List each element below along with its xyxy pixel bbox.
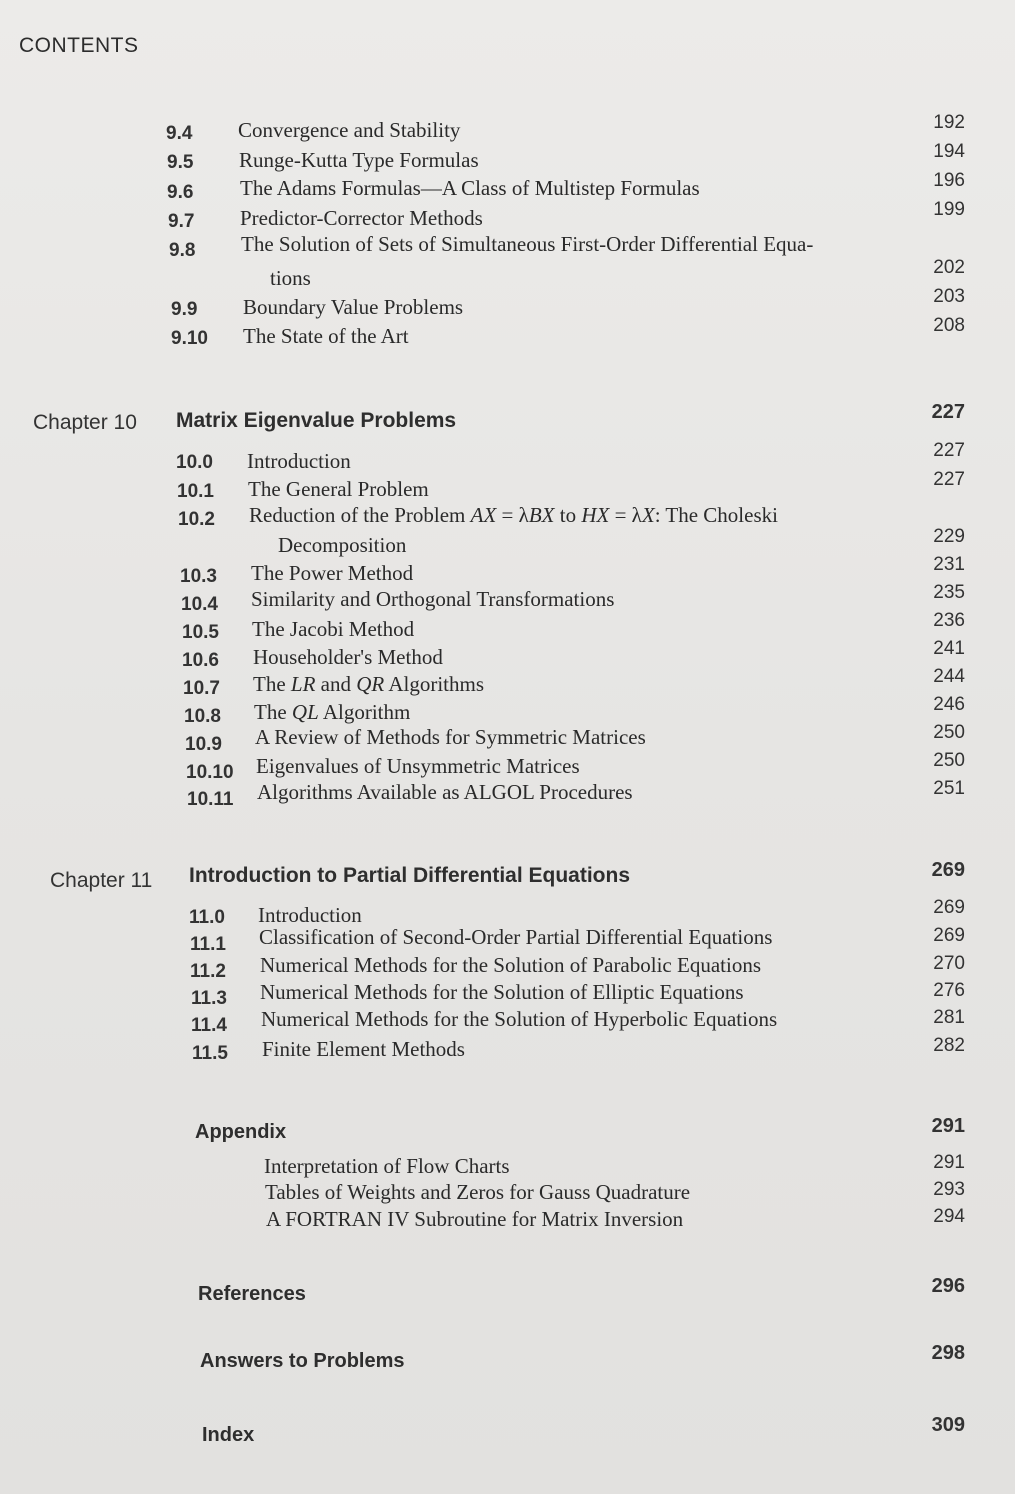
entry-title: A FORTRAN IV Subroutine for Matrix Inversion — [266, 1207, 684, 1231]
entry-number: 10.6 — [182, 650, 219, 671]
entry-page: 208 — [933, 315, 965, 336]
entry-page: 196 — [933, 170, 965, 191]
references-title: References — [198, 1283, 306, 1305]
entry-page: 281 — [933, 1007, 965, 1028]
answers-title: Answers to Problems — [200, 1350, 405, 1372]
entry-page: 269 — [933, 925, 965, 946]
entry-number: 9.4 — [166, 123, 193, 144]
entry-title-continued: tions — [270, 266, 311, 290]
entry-title: Numerical Methods for the Solution of Elliptic Equations — [260, 980, 744, 1004]
entry-title: Introduction — [247, 449, 351, 473]
entry-number: 10.1 — [177, 481, 214, 502]
index-page: 309 — [931, 1414, 965, 1436]
chapter-label: Chapter 10 — [33, 411, 137, 434]
entry-title: Introduction — [258, 903, 362, 927]
entry-title: Similarity and Orthogonal Transformations — [251, 587, 615, 611]
entry-number: 10.11 — [187, 789, 234, 810]
chapter-title: Matrix Eigenvalue Problems — [176, 409, 457, 432]
entry-page: 192 — [933, 112, 965, 133]
entry-number: 11.1 — [190, 934, 226, 955]
entry-number: 10.2 — [178, 509, 215, 530]
entry-number: 10.10 — [186, 762, 234, 783]
entry-page: 227 — [933, 440, 965, 461]
entry-number: 11.3 — [191, 988, 227, 1009]
entry-page: 276 — [933, 980, 965, 1001]
entry-page: 282 — [933, 1035, 965, 1056]
entry-number: 11.5 — [192, 1043, 228, 1064]
entry-number: 10.7 — [183, 678, 220, 699]
entry-title: Reduction of the Problem AX = λBX to HX = λX: The Choleski — [249, 503, 778, 527]
entry-page: 270 — [933, 953, 965, 974]
entry-title: Tables of Weights and Zeros for Gauss Quadrature — [265, 1180, 691, 1204]
chapter-page: 269 — [931, 859, 965, 881]
chapter-label: Chapter 11 — [50, 869, 153, 892]
entry-number: 10.4 — [181, 594, 218, 615]
entry-title-continued: Decomposition — [278, 533, 407, 557]
entry-title: Finite Element Methods — [262, 1037, 465, 1061]
entry-number: 9.9 — [171, 299, 198, 320]
entry-page: 202 — [933, 257, 965, 278]
entry-page: 294 — [933, 1206, 965, 1227]
entry-title: The LR and QR Algorithms — [253, 672, 485, 696]
references-page: 296 — [931, 1275, 965, 1297]
entry-number: 9.5 — [167, 152, 194, 173]
answers-page: 298 — [931, 1342, 965, 1364]
entry-title: The QL Algorithm — [254, 700, 411, 724]
entry-title: The Power Method — [251, 561, 414, 585]
entry-title: Algorithms Available as ALGOL Procedures — [257, 780, 633, 804]
entry-page: 235 — [933, 582, 965, 603]
entry-page: 199 — [933, 199, 965, 220]
entry-page: 250 — [933, 750, 965, 771]
chapter-title: Introduction to Partial Differential Equations — [189, 864, 631, 887]
entry-number: 10.9 — [185, 734, 222, 755]
entry-page: 269 — [933, 897, 965, 918]
entry-title: The Solution of Sets of Simultaneous First-Order Differential Equa- — [241, 232, 814, 256]
entry-title: Predictor-Corrector Methods — [240, 206, 483, 230]
entry-page: 250 — [933, 722, 965, 743]
entry-page: 244 — [933, 666, 965, 687]
appendix-page: 291 — [931, 1115, 965, 1137]
entry-number: 9.6 — [167, 182, 194, 203]
entry-title: The Adams Formulas—A Class of Multistep Formulas — [240, 176, 700, 200]
entry-page: 291 — [933, 1152, 965, 1173]
chapter-page: 227 — [931, 401, 965, 423]
entry-title: The Jacobi Method — [252, 617, 415, 641]
entry-number: 9.8 — [169, 240, 196, 261]
entry-title: The State of the Art — [243, 324, 409, 348]
entry-page: 227 — [933, 469, 965, 490]
entry-page: 203 — [933, 286, 965, 307]
entry-title: A Review of Methods for Symmetric Matrices — [255, 725, 646, 749]
entry-page: 241 — [933, 638, 965, 659]
entry-title: Numerical Methods for the Solution of Hyperbolic Equations — [261, 1007, 778, 1031]
entry-number: 11.2 — [190, 961, 226, 982]
entry-number: 10.0 — [176, 452, 213, 473]
entry-page: 236 — [933, 610, 965, 631]
entry-title: Classification of Second-Order Partial Differential Equations — [259, 925, 773, 949]
entry-number: 9.7 — [168, 211, 195, 232]
entry-page: 246 — [933, 694, 965, 715]
entry-number: 10.3 — [180, 566, 217, 587]
entry-number: 11.0 — [189, 907, 225, 928]
entry-page: 231 — [933, 554, 965, 575]
entry-title: Householder's Method — [253, 645, 443, 669]
entry-page: 251 — [933, 778, 965, 799]
entry-page: 229 — [933, 526, 965, 547]
appendix-title: Appendix — [195, 1121, 287, 1143]
entry-page: 194 — [933, 141, 965, 162]
entry-page: 293 — [933, 1179, 965, 1200]
entry-title: Runge-Kutta Type Formulas — [239, 148, 479, 172]
entry-title: Boundary Value Problems — [243, 295, 464, 319]
entry-number: 10.8 — [184, 706, 221, 727]
running-header: CONTENTS — [19, 34, 139, 57]
entry-title: Interpretation of Flow Charts — [264, 1154, 510, 1178]
entry-title: Convergence and Stability — [238, 118, 461, 142]
entry-number: 11.4 — [191, 1015, 227, 1036]
index-title: Index — [202, 1424, 255, 1446]
entry-title: Numerical Methods for the Solution of Parabolic Equations — [260, 953, 761, 977]
entry-number: 10.5 — [182, 622, 219, 643]
entry-number: 9.10 — [171, 328, 208, 349]
entry-title: The General Problem — [248, 477, 429, 501]
entry-title: Eigenvalues of Unsymmetric Matrices — [256, 754, 580, 778]
